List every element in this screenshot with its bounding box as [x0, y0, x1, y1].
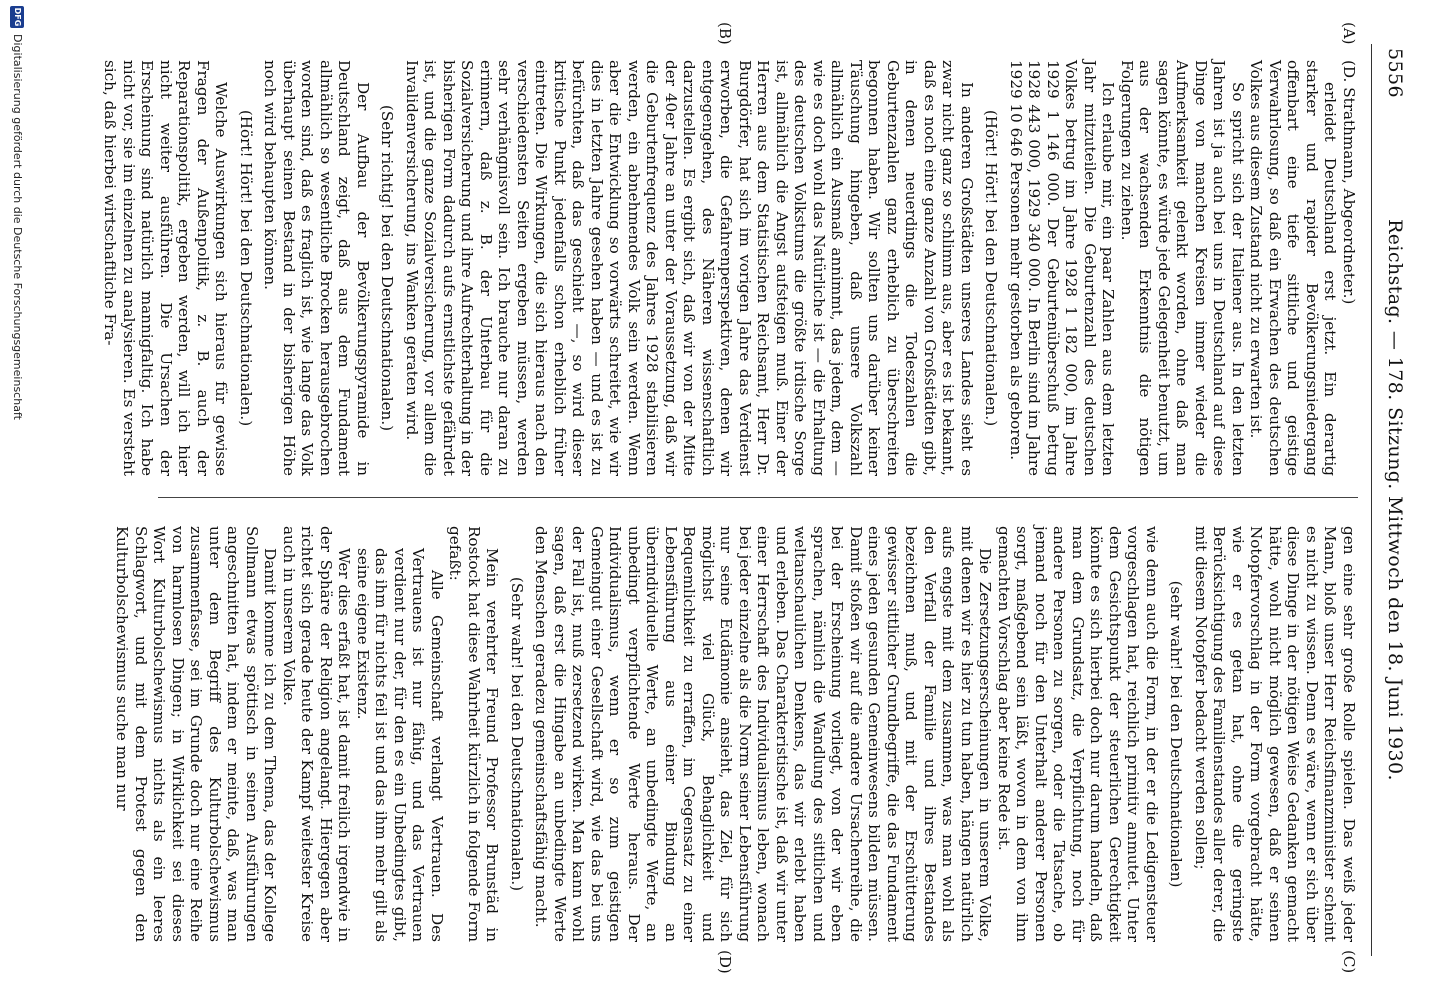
paragraph: gen eine sehr große Rolle spielen. Das weiß jeder Mann, bloß unser Herr Reichsfinanzminister scheint es nicht zu wissen. Denn es wäre, wenn er sich über diese Dinge in der nötigen Weise Gedanken gemacht hätte, wohl nicht möglich gewesen, daß er seinen Notopfervorschlag in der Form vorgebracht hätte, wie er es getan hat, ohne die geringste Berücksichtigung des Familienstandes aller derer, die mit diesem Notopfer bedacht werden sollen; — [1192, 526, 1358, 942]
paragraph: Welche Auswirkungen sich hieraus für gewisse Fragen der Außenpolitik, z. B. auch der Reparationspolitik, ergeben werden, will ich hier nicht weiter ausführen. Die Ursachen der Erscheinung sind natürlich mannigfaltig. Ich habe nicht vor, sie im einzelnen zu analysieren. Es versteht sich, daß hierbei wirtschaftliche Fra- — [101, 60, 231, 476]
margin-marker-b: (B) — [716, 22, 734, 45]
paragraph: Mein verehrter Freund Professor Brunstäd in Rostock hat diese Wahrheit kürzlich in folgende Form gefaßt: — [446, 526, 502, 942]
interjection: (Hört! Hört! bei den Deutschnationalen.) — [237, 109, 255, 427]
margin-marker-c: (C) — [1340, 950, 1358, 974]
page-header — [1376, 48, 1406, 952]
block-quote: Alle Gemeinschaft verlangt Vertrauen. Des Vertrauens ist nur fähig, und das Vertrauen verdient nur der, für den es ein Unbedingtes gibt, das ihm für nichts feil ist und das ihm mehr gilt als seine eigene Existenz. — [354, 548, 446, 942]
column-rule — [158, 497, 1358, 498]
right-column — [113, 526, 1358, 942]
paragraph: wie denn auch die Form, in der er die Ledigensteuer vorgeschlagen hat, reichlich primitiv anmutet. Unter dem Gesichtspunkt der steuerlichen Gerechtigkeit könnte es sich hierbei doch nur darum handeln, daß man dem Grundsatz, die Verpflichtung, noch für andere Personen zu sorgen, oder die Tatsache, ob jemand noch für den Unterhalt anderer Personen sorgt, maßgebend sein läßt, wovon in dem von ihm gemachten Vorschlag aber keine Rede ist. — [995, 526, 1161, 942]
running-title: Reichstag. — 178. Sitzung. Mittwoch den 18. Juni 1930. — [1384, 219, 1406, 781]
margin-marker-d: (D) — [716, 950, 734, 974]
credit-text: Digitalisierung gefördert durch die Deutsche Forschungsgemeinschaft — [11, 34, 24, 420]
interjection: (sehr wahr! bei den Deutschnationalen) — [1167, 580, 1186, 888]
margin-marker-a: (A) — [1340, 22, 1358, 45]
paragraph: erleidet Deutschland erst jetzt. Ein derartig starker und rapider Bevölkerungsniedergang offenbart eine tiefe sittliche und geistige Verwahrlosung, so daß ein Erwachen des deutschen Volkes aus diesem Zustand nicht zu erwarten ist. — [1247, 60, 1340, 476]
speaker-label: (D. Strathmann, Abgeordneter.) — [1340, 60, 1358, 305]
interjection: (Sehr richtig! bei den Deutschnationalen.) — [378, 104, 397, 432]
left-column — [101, 60, 1358, 476]
digitization-credit — [2, 0, 26, 1000]
interjection: (Sehr wahr! bei den Deutschnationalen.) — [508, 576, 526, 892]
paragraph: Damit komme ich zu dem Thema, das der Kollege Sollmann etwas spöttisch in seinen Ausführungen angeschnitten hat, indem er meinte, daß, was man unter dem Begriff des Kulturbolschewismus zusammenfasse, sei im Grunde doch nur eine Reihe von harmlosen Dingen; in Wirklichkeit sei dieses Wort Kulturbolschewismus nichts als ein leeres Schlagwort, und mit dem Protest gegen den Kulturbolschewismus suche man nur — [113, 526, 280, 942]
interjection: (Hört! Hört! bei den Deutschnationalen.) — [982, 109, 1001, 427]
header-rule — [1371, 44, 1372, 956]
dfg-logo: DFG — [10, 6, 24, 28]
paragraph: Der Aufbau der Bevölkerungspyramide in Deutschland zeigt, daß aus dem Fundament allmählich so wesentliche Brocken herausgebrochen worden sind, daß es fraglich ist, wie lange das Volk überhaupt seinen Bestand in der bisherigen Höhe noch wird behaupten können. — [261, 60, 372, 476]
paragraph: In anderen Großstädten unseres Landes sieht es zwar nicht ganz so schlimm aus, aber es ist bekannt, daß es noch eine ganze Anzahl von Großstädten gibt, in denen neuerdings die Todeszahlen die Geburtenzahlen ganz erheblich zu überschreiten begonnen haben. Wir sollten uns darüber keiner Täuschung hingeben, daß unsere Volkszahl allmählich ein Ausmaß annimmt, das jedem, dem — wie es doch wohl das Natürliche ist — die Erhaltung des deutschen Volkstums die größte irdische Sorge ist, allmählich die Angst aufsteigen muß. Einer der Herren aus dem Statistischen Reichsamt, Herr Dr. Burgdörfer, hat sich im vorigen Jahre das Verdienst erworben, die Gefahrenperspektiven, denen wir entgegengehen, des Näheren wissenschaftlich darzustellen. Es ergibt sich, daß wir von der Mitte der 40er Jahre an unter der Voraussetzung, daß wir die Geburtenfrequenz des Jahres 1928 stabilisieren werden, ein abnehmendes Volk sein werden. Wenn aber die Entwicklung so vorwärts schreitet, wie wir dies in letzten Jahre gesehen haben — und es ist zu befürchten, daß das geschieht —, so wird dieser kritische Punkt jedenfalls schon erheblich früher eintreten. Die Wirkungen, die sich hieraus nach den verschiedensten Seiten ergeben müssen, werden sehr verhängnisvoll sein. Ich brauche nur daran zu erinnern, daß z. B. der Unterbau für die Sozialversicherung und ihre Aufrechterhaltung in der bisherigen Form dadurch aufs ernstlichste gefährdet ist, und die ganze Sozialversicherung, vor allem die Invalidenversicherung, ins Wanken geraten wird. — [403, 60, 976, 476]
paragraph: Ich erlaube mir, ein paar Zahlen aus dem letzten Jahr mitzuteilen. Die Geburtenzahl des deutschen Volkes betrug im Jahre 1928 1 182 000, im Jahre 1929 1 146 000. Der Geburtenüberschuß betrug 1928 443 000, 1929 340 000. In Berlin sind im Jahre 1929 10 646 Personen mehr gestorben als geboren. — [1007, 60, 1118, 476]
paragraph: Wer dies erfaßt hat, ist damit freilich irgendwie in der Sphäre der Religion angelangt. Hiergegen aber richtet sich gerade heute der Kampf weitester Kreise auch in unserem Volke. — [280, 526, 354, 942]
page-number: 5556 — [1384, 48, 1406, 98]
paragraph: So spricht sich der Italiener aus. In den letzten Jahren ist ja auch bei uns in Deutschland auf diese Dinge von manchen Kreisen immer wieder die Aufmerksamkeit gelenkt worden, ohne daß man sagen könnte, es würde jede Gelegenheit benutzt, um aus der wachsenden Erkenntnis die nötigen Folgerungen zu ziehen. — [1118, 60, 1247, 476]
paragraph: Die Zersetzungserscheinungen in unserem Volke, mit denen wir es hier zu tun haben, hängen natürlich aufs engste mit dem zusammen, was man wohl als den Verfall der Familie und ihres Bestandes bezeichnen muß, und mit der Erschütterung gewisser sittlicher Grundbegriffe, die das Fundament eines jeden gesunden Gemeinwesens bilden müssen. Damit stoßen wir auf die andere Ursachenreihe, die bei der Erscheinung vorliegt, von der wir eben sprachen, nämlich die Wandlung des sittlichen und weltanschaulichen Denkens, das wir erlebt haben und erleben. Das Charakteristische ist, daß wir unter einer Herrschaft des Individualismus leben, wonach bei jeder einzelne als die Norm seiner Lebensführung nur seine Eudämonie ansieht, das Ziel, für sich möglichst viel Glück, Behaglichkeit und Bequemlichkeit zu erraffen, im Gegensatz zu einer Lebensführung aus einer Bindung an überindividuelle Werte, an unbedingte Werte, an unbedingt verpflichtende Werte heraus. Der Individualismus, wenn er so zum geistigen Gemeingut einer Gesellschaft wird, wie das bei uns der Fall ist, muß zersetzend wirken. Man kann wohl sagen, daß erst die Hingabe an unbedingte Werte den Menschen geradezu gemeinschaftsfähig macht. — [532, 526, 995, 942]
